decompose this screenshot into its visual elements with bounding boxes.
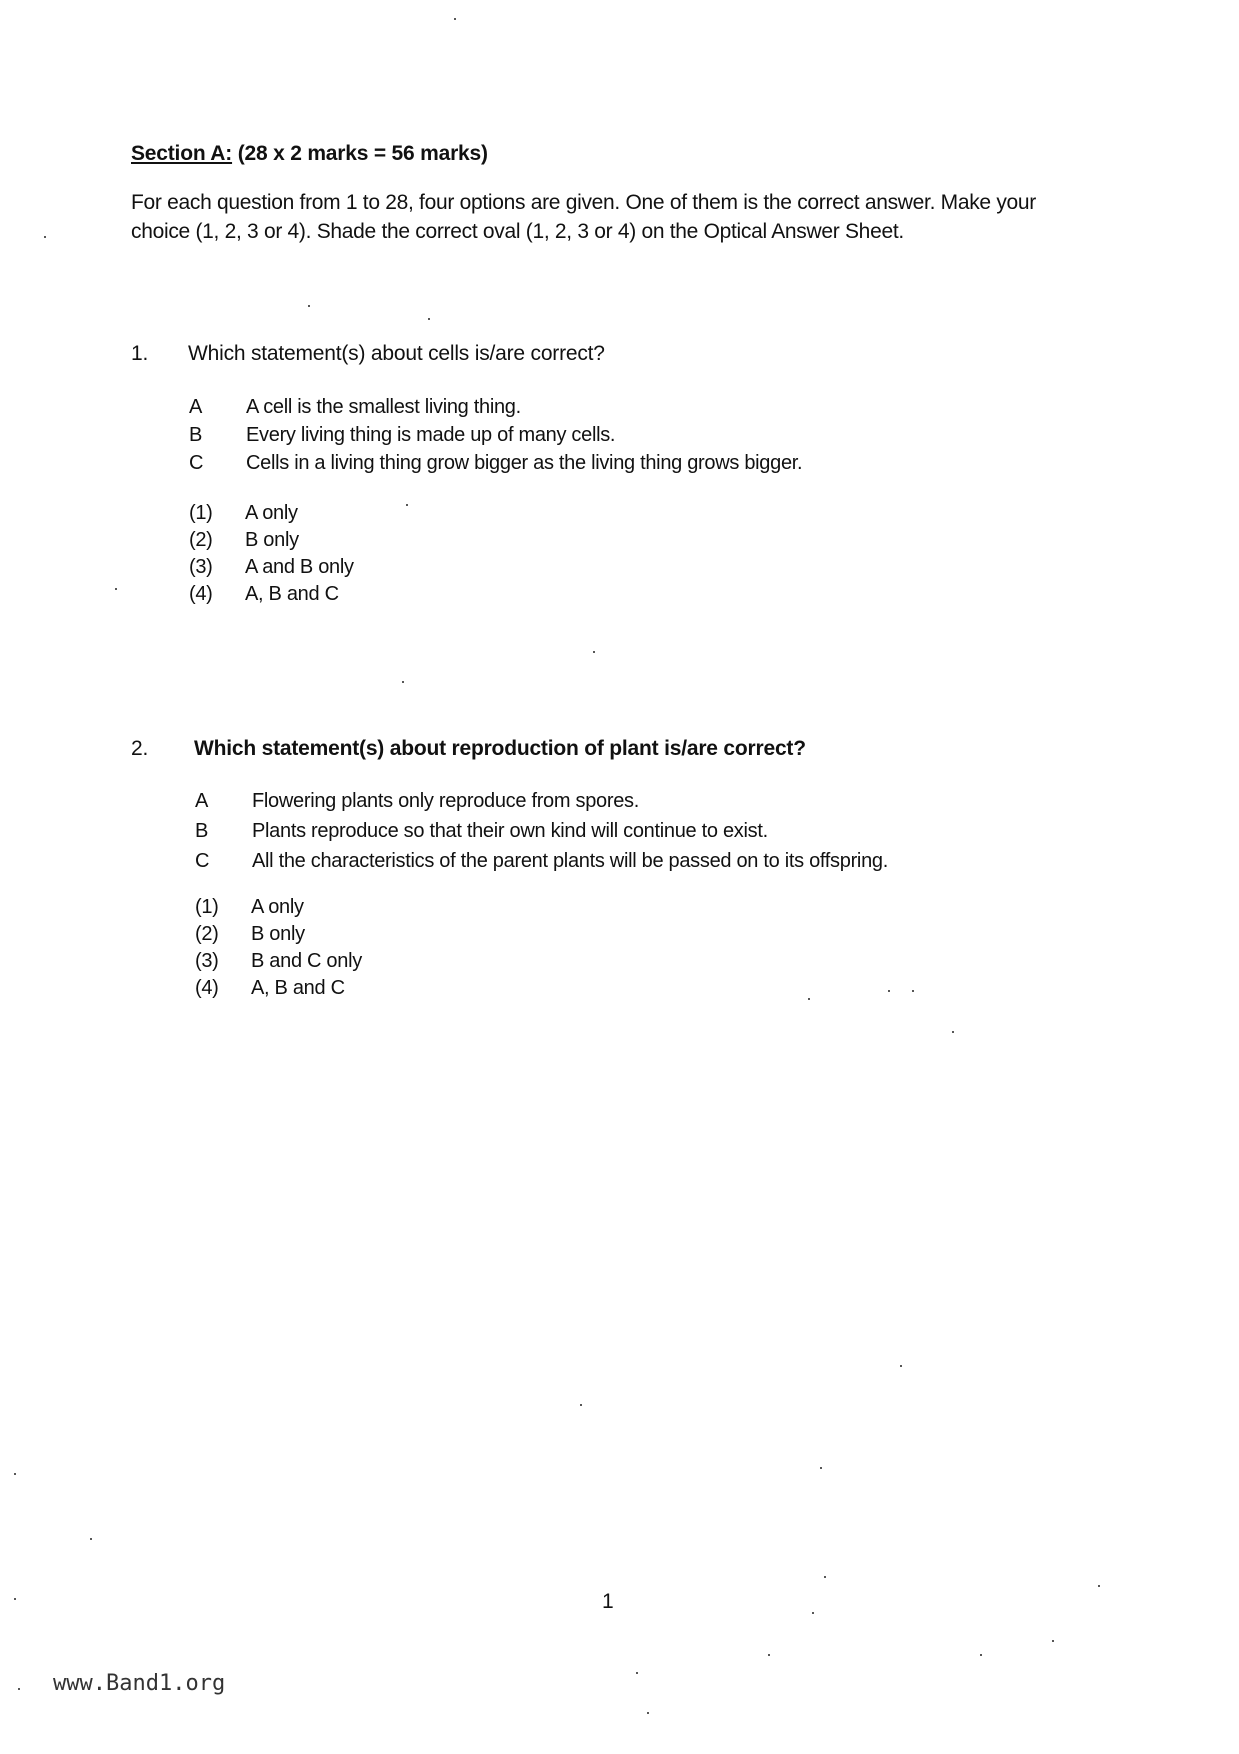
option-4 [195,975,1131,1002]
option-1 [195,894,1131,921]
question-header [131,342,1131,366]
option-2 [195,921,1131,948]
option-number: (4) [195,977,219,999]
option-text: A, B and C [245,583,339,605]
statement-letter: C [189,452,204,474]
option-text: A only [245,502,298,524]
option-list [195,894,1131,1002]
website-footer: www.Band1.org [53,1671,226,1696]
section-title: Section A: [131,142,233,165]
statement-letter: C [195,850,210,872]
section-marks: (28 x 2 marks = 56 marks) [237,142,488,165]
option-number: (4) [189,583,213,605]
statement-text: All the characteristics of the parent plants will be passed on to its offspring. [252,850,888,872]
statement-b [195,816,1131,846]
option-text: A and B only [245,556,354,578]
statement-c [189,449,1131,477]
option-text: B only [251,923,305,945]
option-list [189,500,1131,608]
option-number: (1) [195,896,219,918]
statement-text: A cell is the smallest living thing. [246,396,521,418]
statement-b [189,421,1131,449]
option-text: A, B and C [251,977,345,999]
question-header [131,737,1131,761]
option-text: A only [251,896,304,918]
statement-list [195,786,1131,876]
question-number: 1. [131,342,149,365]
option-text: B only [245,529,299,551]
question-1 [131,342,1131,608]
question-text: Which statement(s) about cells is/are correct? [188,342,605,365]
statement-a [189,393,1131,421]
option-number: (2) [189,529,213,551]
option-1 [189,500,1131,527]
statement-letter: A [195,790,209,812]
statement-text: Flowering plants only reproduce from spores. [252,790,639,812]
statement-letter: B [189,424,203,446]
statement-text: Every living thing is made up of many cells. [246,424,616,446]
statement-text: Plants reproduce so that their own kind will continue to exist. [252,820,768,842]
option-number: (1) [189,502,213,524]
option-number: (2) [195,923,219,945]
question-2 [131,737,1131,1002]
question-text: Which statement(s) about reproduction of plant is/are correct? [194,737,806,760]
statement-letter: A [189,396,203,418]
statement-letter: B [195,820,209,842]
option-3 [195,948,1131,975]
option-4 [189,581,1131,608]
page-number: 1 [602,1590,614,1613]
statement-list [189,393,1131,477]
statement-c [195,846,1131,876]
question-number: 2. [131,737,149,760]
section-heading [131,142,488,166]
option-number: (3) [189,556,213,578]
statement-a [195,786,1131,816]
option-number: (3) [195,950,219,972]
option-2 [189,527,1131,554]
instructions-text: For each question from 1 to 28, four options are given. One of them is the correct answer. Make your choice (1, 2, 3 or 4). Shade the correct oval (1, 2, 3 or 4) on the Optical Answer Sheet. [131,191,1036,243]
option-text: B and C only [251,950,362,972]
option-3 [189,554,1131,581]
statement-text: Cells in a living thing grow bigger as the living thing grows bigger. [246,452,803,474]
